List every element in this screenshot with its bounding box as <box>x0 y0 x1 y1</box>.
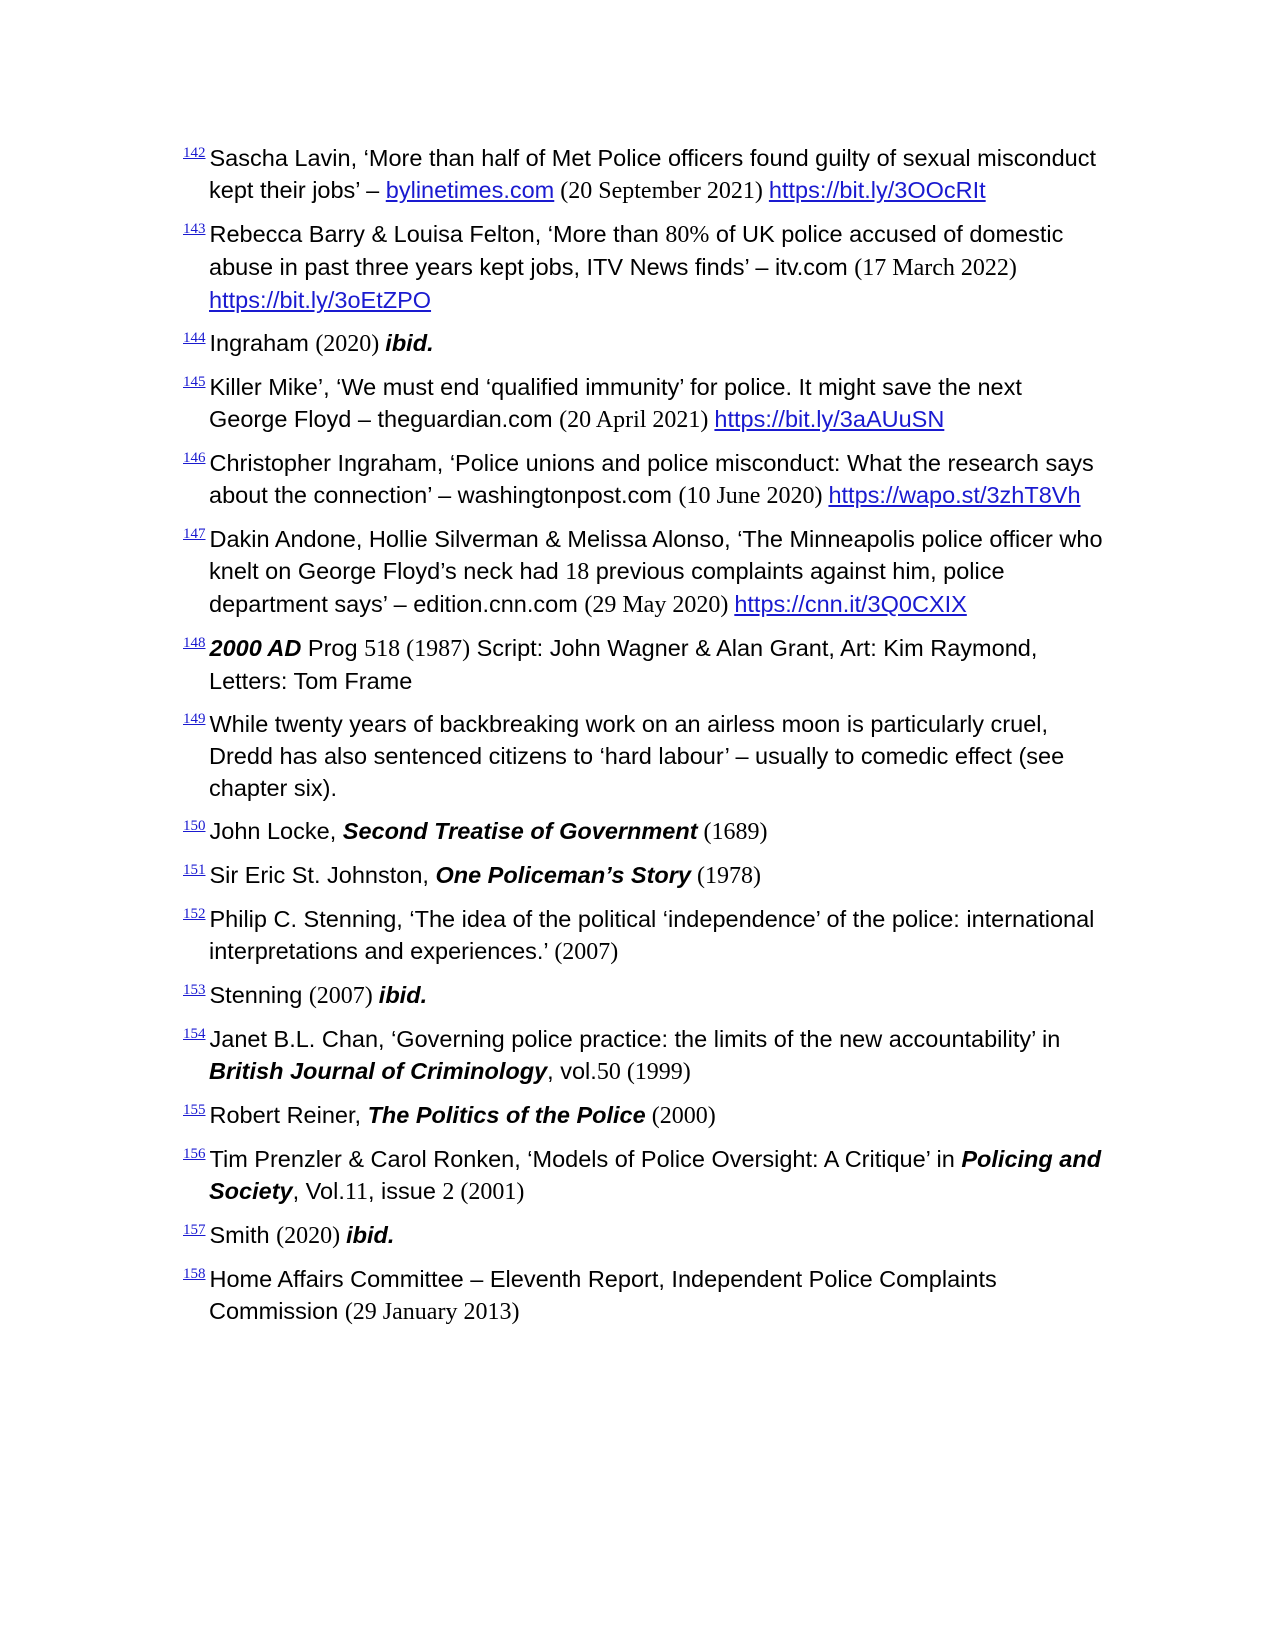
footnote-text: Script: John Wagner & Alan Grant, Art: Kim Raymond, Letters: Tom Frame <box>209 635 1038 694</box>
footnote-153 <box>183 979 1103 1012</box>
footnote-text: Tim Prenzler & Carol Ronken, ‘Models of Police Oversight: A Critique’ in <box>209 1146 962 1172</box>
footnote-text: While twenty years of backbreaking work on an airless moon is particularly cruel, Dredd has also sentenced citizens to ‘hard labour’ – usually to comedic effect (see chapter six). <box>209 711 1065 801</box>
footnote-149 <box>183 708 1103 804</box>
footnote-url-link[interactable]: https://wapo.st/3zhT8Vh <box>828 482 1081 508</box>
footnote-text: 2 (2001) <box>442 1179 525 1205</box>
footnote-148 <box>183 632 1103 697</box>
footnote-text: Sascha Lavin, ‘More than half of Met Police officers found guilty of sexual misconduct kept their jobs’ – <box>209 145 1097 203</box>
footnote-text: 18 <box>565 559 590 585</box>
footnote-text: (1689) <box>697 819 768 845</box>
footnote-text: 80% <box>665 222 710 248</box>
footnote-text: , vol. <box>547 1058 597 1084</box>
footnote-146 <box>183 447 1103 512</box>
footnote-title-text: 2000 AD <box>209 635 302 661</box>
footnote-144 <box>183 327 1103 360</box>
footnote-text: , Vol. <box>292 1178 345 1204</box>
footnote-title-text: ibid. <box>385 330 434 356</box>
footnote-title-text: Second Treatise of Government <box>342 818 698 844</box>
footnote-title-text: ibid. <box>378 982 428 1008</box>
footnote-number-link[interactable]: 154 <box>183 1026 206 1042</box>
footnote-text: (29 May 2020) <box>584 592 735 618</box>
footnote-text: Sir Eric St. Johnston, <box>209 862 436 888</box>
footnote-text: (17 March 2022) <box>854 255 1017 281</box>
footnote-title-text: British Journal of Criminology <box>209 1058 548 1084</box>
footnote-145 <box>183 371 1103 436</box>
footnote-151 <box>183 859 1103 892</box>
footnote-number-link[interactable]: 151 <box>183 862 206 878</box>
footnote-text: 50 (1999) <box>596 1059 691 1085</box>
footnote-title-text: One Policeman’s Story <box>435 862 692 888</box>
footnote-number-link[interactable]: 155 <box>183 1102 206 1118</box>
footnote-158 <box>183 1263 1103 1328</box>
footnote-text: Prog <box>301 635 365 661</box>
footnote-text: Home Affairs Committee – Eleventh Report, Independent Police Complaints Commission <box>209 1266 997 1324</box>
footnote-text: of UK police accused of domestic abuse in past three years kept jobs, ITV News finds’ – itv.com <box>209 221 1064 280</box>
footnote-text: previous complaints against him, police department says’ – edition.cnn.com <box>209 558 1005 617</box>
footnote-text: Dakin Andone, Hollie Silverman & Melissa Alonso, ‘The Minneapolis police officer who knelt on George Floyd’s neck had <box>209 526 1103 584</box>
footnote-url-link[interactable]: https://bit.ly/3oEtZPO <box>209 287 432 313</box>
footnote-text: (2020) <box>276 1223 347 1249</box>
footnote-text: Rebecca Barry & Louisa Felton, ‘More than <box>209 221 666 247</box>
footnote-155 <box>183 1099 1103 1132</box>
footnote-text: (2007) <box>308 983 379 1009</box>
footnote-text: (1978) <box>691 863 761 889</box>
footnote-title-text: The Politics of the Police <box>367 1102 646 1128</box>
footnote-text: (20 April 2021) <box>559 407 715 433</box>
footnote-147 <box>183 523 1103 621</box>
footnote-url-link[interactable]: https://bit.ly/3OOcRIt <box>768 177 986 203</box>
footnote-number-link[interactable]: 149 <box>183 711 206 727</box>
footnote-number-link[interactable]: 157 <box>183 1222 206 1238</box>
footnote-text: (2020) <box>315 331 386 357</box>
footnote-text: (10 June 2020) <box>678 483 829 509</box>
footnote-number-link[interactable]: 143 <box>183 221 206 237</box>
footnote-text: John Locke, <box>209 818 343 844</box>
footnote-text: Smith <box>209 1222 277 1248</box>
footnote-text: Stenning <box>209 982 309 1008</box>
footnote-number-link[interactable]: 153 <box>183 982 206 998</box>
footnote-number-link[interactable]: 158 <box>183 1266 206 1282</box>
footnote-title-text: ibid. <box>346 1222 395 1248</box>
footnote-text: (29 January 2013) <box>344 1299 520 1325</box>
footnote-url-link[interactable]: https://bit.ly/3aAUuSN <box>714 406 945 432</box>
footnote-150 <box>183 815 1103 848</box>
footnote-title-text: Policing and Society <box>209 1146 1102 1204</box>
footnote-152 <box>183 903 1103 968</box>
footnote-number-link[interactable]: 152 <box>183 906 206 922</box>
footnote-url-link[interactable]: https://cnn.it/3Q0CXIX <box>734 591 967 617</box>
footnote-number-link[interactable]: 156 <box>183 1146 206 1162</box>
footnote-156 <box>183 1143 1103 1208</box>
footnote-text: Ingraham <box>209 330 316 356</box>
footnote-number-link[interactable]: 144 <box>183 330 206 346</box>
footnote-143 <box>183 218 1103 316</box>
footnote-text: Philip C. Stenning, ‘The idea of the political ‘independence’ of the police: international interpretations and experiences.’ <box>209 906 1095 964</box>
footnote-text: Christopher Ingraham, ‘Police unions and police misconduct: What the research says about the connection’ – washingtonpost.com <box>209 450 1094 508</box>
footnote-number-link[interactable]: 147 <box>183 526 206 542</box>
footnote-154 <box>183 1023 1103 1088</box>
footnote-text: (2007) <box>554 939 619 965</box>
footnote-text: Janet B.L. Chan, ‘Governing police practice: the limits of the new accountability’ in <box>209 1026 1061 1052</box>
footnote-text: (2000) <box>645 1103 716 1129</box>
footnote-text: (20 September 2021) <box>554 178 769 204</box>
footnote-157 <box>183 1219 1103 1252</box>
footnote-142 <box>183 142 1103 207</box>
footnote-number-link[interactable]: 145 <box>183 374 206 390</box>
footnote-number-link[interactable]: 142 <box>183 145 206 161</box>
footnote-url-link[interactable]: bylinetimes.com <box>385 177 555 203</box>
footnote-number-link[interactable]: 148 <box>183 635 206 651</box>
footnote-number-link[interactable]: 146 <box>183 450 206 466</box>
footnote-text: , issue <box>367 1178 443 1204</box>
footnote-text: 518 (1987) <box>364 636 471 662</box>
footnote-number-link[interactable]: 150 <box>183 818 206 834</box>
footnote-text: Killer Mike’, ‘We must end ‘qualified immunity’ for police. It might save the next George Floyd – theguardian.com <box>209 374 1022 432</box>
footnote-text: 11 <box>344 1179 368 1205</box>
footnote-text: Robert Reiner, <box>209 1102 368 1128</box>
footnotes-list <box>183 142 1103 1339</box>
